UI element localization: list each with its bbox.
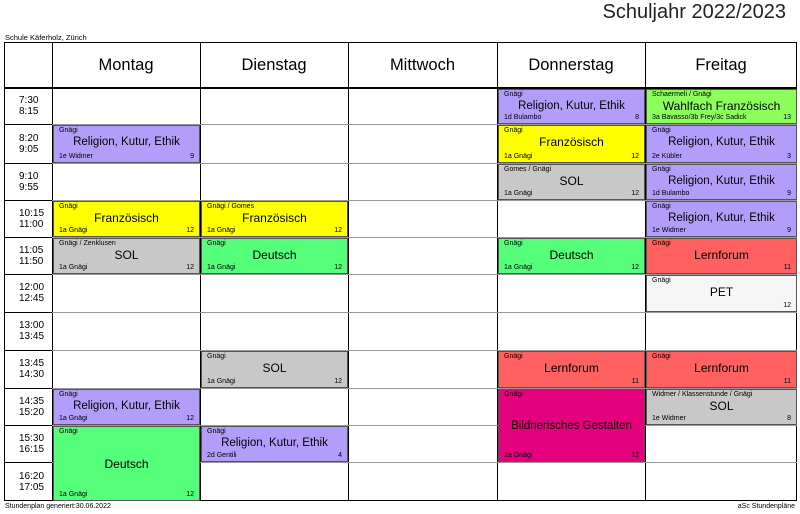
lesson-teacher: Gnägi [504,353,523,360]
row-divider [52,312,797,313]
time-slot-1 [4,124,52,163]
lesson-subject: Deutsch [549,248,594,262]
lesson-card[interactable] [646,89,797,124]
lesson-room: 8 [787,415,791,422]
time-end: 11:50 [19,255,44,267]
lesson-class: 2d Gentili [207,452,237,459]
lesson-subject: Religion, Kutur, Ethik [73,136,180,148]
lesson-room: 12 [186,264,194,271]
lesson-room: 11 [783,264,791,271]
time-slot-7 [4,350,52,388]
lesson-room: 12 [334,378,342,385]
lesson-card[interactable] [646,201,797,237]
lesson-teacher: Gnägi [504,240,523,247]
time-end: 16:15 [19,443,45,455]
time-start: 16:20 [19,470,45,482]
lesson-room: 9 [190,153,194,160]
time-end: 11:00 [19,218,44,230]
lesson-subject: PET [709,285,734,299]
lesson-card[interactable] [53,389,200,425]
lesson-class: 1a Gnägi [207,264,236,271]
lesson-room: 12 [631,452,639,459]
lesson-teacher: Gnägi [504,91,523,98]
lesson-card[interactable] [498,125,645,163]
lesson-subject: Religion, Kutur, Ethik [73,400,180,412]
lesson-card[interactable] [646,275,797,312]
lesson-teacher: Gnägi [207,428,226,435]
lesson-room: 9 [787,190,791,197]
lesson-class: 1a Gnägi [59,415,88,422]
time-slot-9 [4,425,52,462]
lesson-card[interactable] [201,238,348,274]
time-end: 17:05 [19,481,45,493]
lesson-card[interactable] [53,426,200,501]
time-slot-8 [4,388,52,425]
lesson-card[interactable] [646,389,797,425]
lesson-subject: Französisch [94,211,159,225]
lesson-room: 12 [334,227,342,234]
time-start: 13:45 [19,358,45,369]
lesson-subject: SOL [114,248,139,262]
lesson-card[interactable] [201,426,348,462]
lesson-subject: Wahlfach Französisch [662,99,781,113]
time-end: 14:30 [19,369,45,380]
lesson-class: 1a Gnägi [207,227,236,234]
lesson-card[interactable] [201,351,348,388]
lesson-card[interactable] [53,201,200,237]
lesson-room: 3 [787,153,791,160]
time-slot-4 [4,237,52,274]
lesson-subject: Französisch [242,211,307,225]
lesson-card[interactable] [498,238,645,274]
lesson-room: 4 [338,452,342,459]
lesson-card[interactable] [498,389,645,462]
lesson-teacher: Schaermeli / Gnägi [652,91,712,98]
lesson-class: 1d Bulambo [652,190,690,197]
lesson-teacher: Gnägi [207,240,226,247]
lesson-subject: Religion, Kutur, Ethik [668,136,775,148]
lesson-room: 12 [631,153,639,160]
column-divider [348,42,349,501]
time-start: 10:15 [19,207,45,219]
time-start: 9:10 [19,170,39,182]
lesson-class: 3a Bavasso/3b Frey/3c Sadick [652,114,747,121]
time-slot-3 [4,200,52,237]
school-name: Schule Käferholz, Zürich [5,33,87,42]
lesson-class: 1a Gnägi [207,378,236,385]
lesson-card[interactable] [646,351,797,388]
lesson-subject: Religion, Kutur, Ethik [518,100,625,112]
lesson-subject: Lernforum [694,248,749,262]
lesson-subject: Bildnerisches Gestalten [511,420,632,432]
lesson-class: 1a Gnägi [59,491,88,498]
lesson-teacher: Gnägi [652,127,671,134]
time-start: 8:20 [19,132,39,144]
time-start: 15:30 [19,432,45,444]
lesson-subject: SOL [262,361,287,375]
day-header-1: Dienstag [241,55,307,74]
time-slot-10 [4,462,52,501]
generated-note: Stundenplan generiert:30.06.2022 [5,503,111,510]
lesson-subject: Lernforum [544,361,599,375]
lesson-subject: SOL [559,174,584,188]
lesson-card[interactable] [646,238,797,274]
time-start: 13:00 [19,320,45,331]
lesson-teacher: Gnägi [59,203,78,210]
time-slot-6 [4,312,52,350]
lesson-teacher: Gnägi [504,391,523,398]
lesson-subject: Lernforum [694,361,749,375]
lesson-room: 12 [631,264,639,271]
lesson-card[interactable] [498,164,645,200]
lesson-teacher: Gnägi [652,240,671,247]
lesson-card[interactable] [53,125,200,163]
time-end: 8:15 [19,106,39,117]
lesson-teacher: Gnägi [59,391,78,398]
lesson-class: 1a Gnägi [504,190,533,197]
lesson-subject: Deutsch [252,248,297,262]
time-end: 13:45 [19,331,45,342]
page-title: Schuljahr 2022/2023 [602,1,786,23]
lesson-teacher: Gnägi / Zenklusen [59,240,116,247]
time-start: 12:00 [19,282,45,293]
lesson-room: 12 [186,227,194,234]
lesson-class: 1a Gnägi [59,264,88,271]
lesson-teacher: Gnägi [652,166,671,173]
time-slot-2 [4,163,52,200]
lesson-card[interactable] [201,201,348,237]
lesson-teacher: Gnägi [652,203,671,210]
time-end: 9:05 [19,143,39,155]
lesson-room: 12 [783,302,791,309]
lesson-teacher: Gnägi [207,353,226,360]
lesson-class: 1e Widmer [59,153,93,160]
lesson-room: 12 [186,415,194,422]
lesson-room: 12 [631,190,639,197]
software-note: aSc Stundenpläne [737,503,795,510]
lesson-teacher: Gnägi [652,353,671,360]
lesson-card[interactable] [498,351,645,388]
lesson-teacher: Gnägi [652,277,671,284]
time-end: 9:55 [19,181,39,193]
lesson-class: 1a Gnägi [504,452,533,459]
day-header-4: Freitag [695,55,747,74]
lesson-class: 1a Gnägi [59,227,88,234]
lesson-class: 2e Kübler [652,153,682,160]
lesson-subject: Religion, Kutur, Ethik [668,212,775,224]
day-header-3: Donnerstag [528,55,614,74]
time-start: 11:05 [19,244,44,256]
lesson-teacher: Gomes / Gnägi [504,166,552,173]
lesson-card[interactable] [53,238,200,274]
lesson-card[interactable] [498,89,645,124]
time-start: 14:35 [19,395,45,407]
time-start: 7:30 [19,95,39,106]
lesson-card[interactable] [646,164,797,200]
time-slot-0 [4,88,52,124]
lesson-room: 11 [783,378,791,385]
lesson-teacher: Gnägi [504,127,523,134]
lesson-room: 8 [635,114,639,121]
lesson-room: 11 [631,378,639,385]
lesson-card[interactable] [646,125,797,163]
lesson-teacher: Widmer / Klassenstunde / Gnägi [652,391,753,398]
lesson-class: 1a Gnägi [504,153,533,160]
lesson-teacher: Gnägi [59,127,78,134]
lesson-subject: Religion, Kutur, Ethik [221,437,328,449]
lesson-subject: SOL [709,399,734,413]
day-header-2: Mittwoch [389,55,456,74]
lesson-teacher: Gnägi [59,428,78,435]
lesson-teacher: Gnägi / Gomes [207,203,255,210]
day-header-0: Montag [98,55,154,74]
lesson-class: 1e Widmer [652,415,686,422]
time-slot-5 [4,274,52,312]
lesson-subject: Religion, Kutur, Ethik [668,175,775,187]
lesson-subject: Französisch [539,135,604,149]
lesson-class: 1a Gnägi [504,264,533,271]
lesson-class: 1d Bulambo [504,114,542,121]
lesson-room: 9 [787,227,791,234]
lesson-room: 13 [783,114,791,121]
lesson-subject: Deutsch [104,457,149,471]
time-end: 12:45 [19,293,45,304]
lesson-room: 12 [186,491,194,498]
lesson-class: 1e Widmer [652,227,686,234]
time-end: 15:20 [19,406,45,418]
lesson-room: 12 [334,264,342,271]
